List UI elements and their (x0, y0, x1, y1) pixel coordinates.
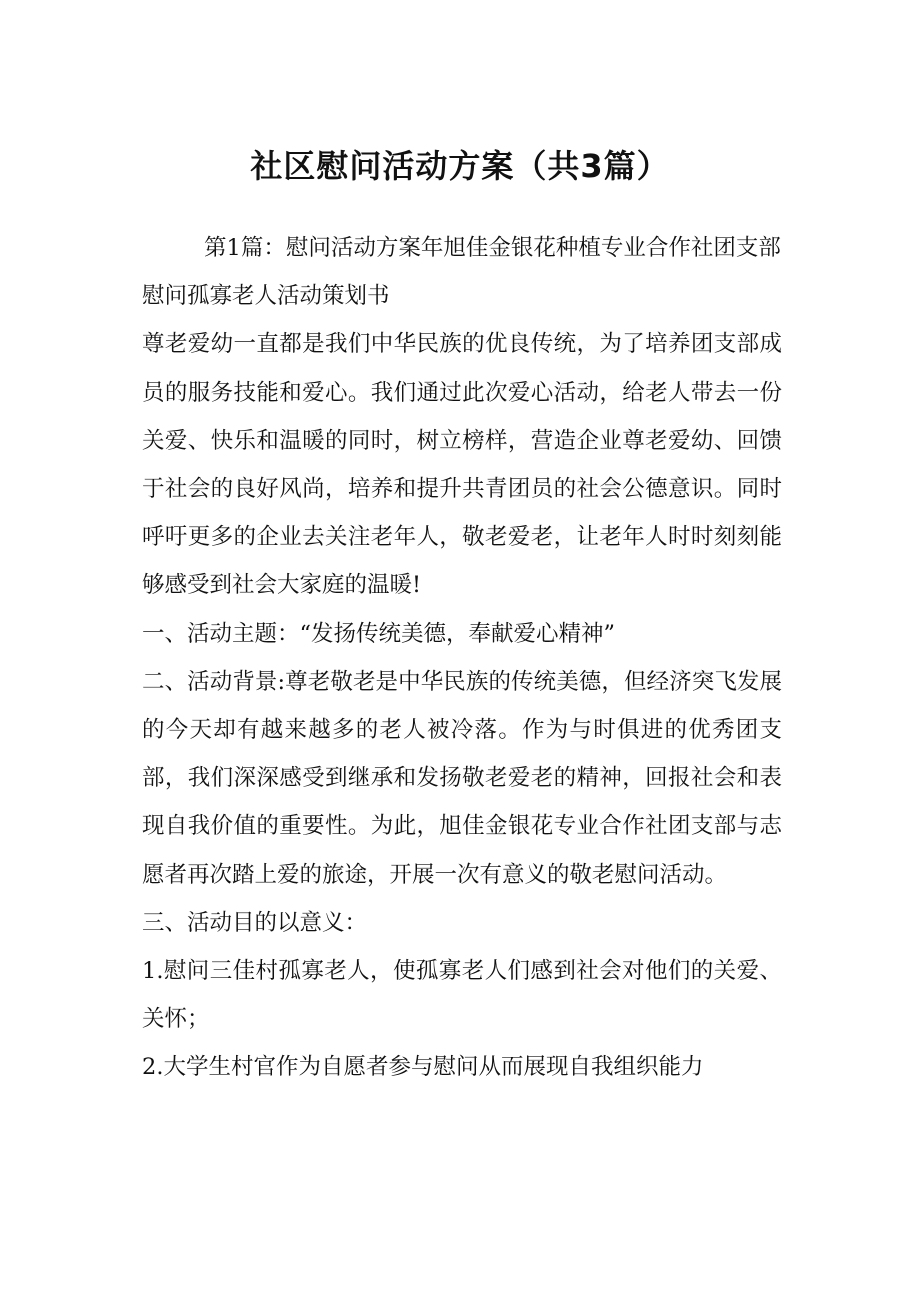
intro-paragraph: 尊老爱幼一直都是我们中华民族的优良传统，为了培养团支部成员的服务技能和爱心。我们通过此次爱心活动，给老人带去一份关爱、快乐和温暖的同时，树立榜样，营造企业尊老爱幼、回馈于社会的良好风尚，培养和提升共青团员的社会公德意识。同时呼吁更多的企业去关注老年人，敬老爱老，让老年人时时刻刻能够感受到社会大家庭的温暖! (142, 331, 782, 599)
subtitle: 慰问孤寡老人活动策划书 (142, 283, 390, 310)
document-body (142, 224, 782, 1092)
activity-purpose-heading: 三、活动目的以意义： (142, 909, 368, 936)
section-heading: 第1篇：慰问活动方案年旭佳金银花种植专业合作社团支部 (204, 235, 781, 261)
document-title: 社区慰问活动方案（共3篇） (250, 147, 670, 185)
activity-background: 二、活动背景:尊老敬老是中华民族的传统美德，但经济突飞发展的今天却有越来越多的老人被冷落。作为与时俱进的优秀团支部，我们深深感受到继承和发扬敬老爱老的精神，回报社会和表现自我价值的重要性。为此，旭佳金银花专业合作社团支部与志愿者再次踏上爱的旅途，开展一次有意义的敬老慰问活动。 (142, 668, 782, 888)
activity-theme: 一、活动主题：“发扬传统美德，奉献爱心精神” (142, 620, 616, 647)
purpose-item-1: 1.慰问三佳村孤寡老人，使孤寡老人们感到社会对他们的关爱、关怀； (142, 958, 782, 1033)
purpose-item-2: 2.大学生村官作为自愿者参与慰问从而展现自我组织能力 (142, 1054, 704, 1081)
